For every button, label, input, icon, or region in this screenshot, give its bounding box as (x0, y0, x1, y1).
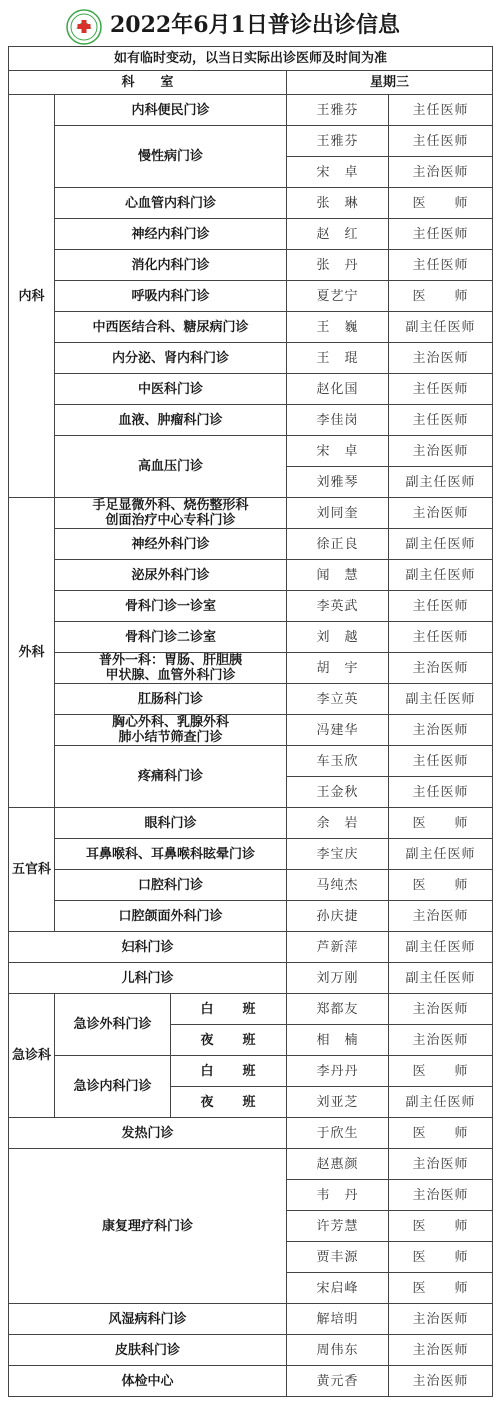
department-cell: 疼痛科门诊 (55, 746, 287, 808)
department-cell: 肛肠科门诊 (55, 684, 287, 715)
doctor-title: 副主任医师 (389, 560, 493, 591)
table-row (9, 312, 493, 343)
header-dept: 科 室 (9, 71, 287, 95)
department-cell: 手足显微外科、烧伤整形科 创面治疗中心专科门诊 (55, 498, 287, 529)
doctor-title: 医 师 (389, 1118, 493, 1149)
department-cell: 骨科门诊二诊室 (55, 622, 287, 653)
doctor-name: 赵惠颜 (287, 1149, 389, 1180)
department-cell: 儿科门诊 (9, 963, 287, 994)
table-row (9, 95, 493, 126)
doctor-title: 主任医师 (389, 95, 493, 126)
department-cell: 风湿病科门诊 (9, 1304, 287, 1335)
doctor-title: 医 师 (389, 1211, 493, 1242)
department-cell: 血液、肿瘤科门诊 (55, 405, 287, 436)
department-cell: 消化内科门诊 (55, 250, 287, 281)
table-row (9, 343, 493, 374)
doctor-name: 王 巍 (287, 312, 389, 343)
doctor-name: 闻 慧 (287, 560, 389, 591)
table-row (9, 591, 493, 622)
table-row (9, 436, 493, 467)
doctor-name: 孙庆捷 (287, 901, 389, 932)
department-cell: 心血管内科门诊 (55, 188, 287, 219)
table-row (9, 250, 493, 281)
doctor-title: 副主任医师 (389, 467, 493, 498)
doctor-name: 王雅芬 (287, 126, 389, 157)
department-cell: 普外一科：胃肠、肝胆胰 甲状腺、血管外科门诊 (55, 653, 287, 684)
department-cell: 体检中心 (9, 1366, 287, 1397)
doctor-name: 宋 卓 (287, 436, 389, 467)
table-row (9, 622, 493, 653)
shift-cell: 白 班 (171, 1056, 287, 1087)
table-row (9, 870, 493, 901)
doctor-title: 主治医师 (389, 1304, 493, 1335)
doctor-name: 芦新萍 (287, 932, 389, 963)
department-cell: 急诊外科门诊 (55, 994, 171, 1056)
table-row (9, 219, 493, 250)
doctor-title: 副主任医师 (389, 529, 493, 560)
doctor-title: 主治医师 (389, 157, 493, 188)
doctor-name: 徐正良 (287, 529, 389, 560)
doctor-title: 医 师 (389, 1242, 493, 1273)
table-row (9, 188, 493, 219)
table-row (9, 994, 493, 1025)
department-cell: 妇科门诊 (9, 932, 287, 963)
table-row (9, 1366, 493, 1397)
doctor-name: 李立英 (287, 684, 389, 715)
department-cell: 康复理疗科门诊 (9, 1149, 287, 1304)
table-row (9, 901, 493, 932)
doctor-title: 主治医师 (389, 901, 493, 932)
doctor-name: 王 琨 (287, 343, 389, 374)
category-cell: 急诊科 (9, 994, 55, 1118)
department-cell: 皮肤科门诊 (9, 1335, 287, 1366)
doctor-title: 主任医师 (389, 250, 493, 281)
doctor-name: 刘 越 (287, 622, 389, 653)
doctor-title: 主治医师 (389, 1180, 493, 1211)
department-cell: 慢性病门诊 (55, 126, 287, 188)
table-row (9, 405, 493, 436)
table-row (9, 1335, 493, 1366)
doctor-title: 主治医师 (389, 343, 493, 374)
doctor-name: 刘亚芝 (287, 1087, 389, 1118)
table-row (9, 560, 493, 591)
doctor-title: 主任医师 (389, 622, 493, 653)
notice-text: 如有临时变动，以当日实际出诊医师及时间为准 (9, 47, 493, 71)
department-cell: 神经内科门诊 (55, 219, 287, 250)
table-row (9, 715, 493, 746)
doctor-title: 副主任医师 (389, 839, 493, 870)
doctor-name: 解培明 (287, 1304, 389, 1335)
doctor-title: 副主任医师 (389, 932, 493, 963)
doctor-title: 医 师 (389, 808, 493, 839)
doctor-title: 医 师 (389, 188, 493, 219)
doctor-name: 刘同奎 (287, 498, 389, 529)
table-row (9, 281, 493, 312)
doctor-name: 李佳岗 (287, 405, 389, 436)
doctor-title: 主治医师 (389, 653, 493, 684)
doctor-title: 医 师 (389, 1056, 493, 1087)
department-cell: 发热门诊 (9, 1118, 287, 1149)
doctor-title: 主任医师 (389, 591, 493, 622)
doctor-title: 副主任医师 (389, 684, 493, 715)
doctor-name: 赵 红 (287, 219, 389, 250)
doctor-title: 主治医师 (389, 1366, 493, 1397)
table-row (9, 839, 493, 870)
doctor-name: 赵化国 (287, 374, 389, 405)
doctor-title: 副主任医师 (389, 312, 493, 343)
doctor-name: 马纯杰 (287, 870, 389, 901)
doctor-name: 胡 宇 (287, 653, 389, 684)
doctor-name: 郑都友 (287, 994, 389, 1025)
shift-cell: 夜 班 (171, 1025, 287, 1056)
department-cell: 泌尿外科门诊 (55, 560, 287, 591)
doctor-name: 相 楠 (287, 1025, 389, 1056)
page-header (0, 0, 500, 46)
doctor-name: 夏艺宁 (287, 281, 389, 312)
doctor-title: 主治医师 (389, 1335, 493, 1366)
doctor-name: 刘雅琴 (287, 467, 389, 498)
department-cell: 口腔颌面外科门诊 (55, 901, 287, 932)
table-row (9, 498, 493, 529)
doctor-title: 主治医师 (389, 715, 493, 746)
doctor-name: 刘万刚 (287, 963, 389, 994)
doctor-title: 主治医师 (389, 1025, 493, 1056)
doctor-title: 主任医师 (389, 126, 493, 157)
doctor-name: 车玉欣 (287, 746, 389, 777)
doctor-title: 主任医师 (389, 746, 493, 777)
doctor-name: 李英武 (287, 591, 389, 622)
table-row (9, 684, 493, 715)
table-row (9, 932, 493, 963)
schedule-table (8, 46, 493, 1397)
doctor-name: 王雅芬 (287, 95, 389, 126)
department-cell: 呼吸内科门诊 (55, 281, 287, 312)
doctor-name: 贾丰源 (287, 1242, 389, 1273)
table-row (9, 126, 493, 157)
doctor-name: 许芳慧 (287, 1211, 389, 1242)
department-cell: 中医科门诊 (55, 374, 287, 405)
doctor-name: 张 丹 (287, 250, 389, 281)
table-row (9, 529, 493, 560)
doctor-title: 主治医师 (389, 1149, 493, 1180)
doctor-title: 医 师 (389, 281, 493, 312)
shift-cell: 白 班 (171, 994, 287, 1025)
table-row (9, 1149, 493, 1180)
table-row (9, 653, 493, 684)
department-cell: 内分泌、肾内科门诊 (55, 343, 287, 374)
doctor-name: 宋 卓 (287, 157, 389, 188)
hospital-logo-icon (66, 9, 102, 45)
doctor-title: 主任医师 (389, 219, 493, 250)
table-row (9, 746, 493, 777)
doctor-title: 主治医师 (389, 436, 493, 467)
department-cell: 眼科门诊 (55, 808, 287, 839)
category-cell: 内科 (9, 95, 55, 498)
doctor-title: 主任医师 (389, 374, 493, 405)
category-cell: 五官科 (9, 808, 55, 932)
department-cell: 内科便民门诊 (55, 95, 287, 126)
department-cell: 口腔科门诊 (55, 870, 287, 901)
shift-cell: 夜 班 (171, 1087, 287, 1118)
doctor-name: 韦 丹 (287, 1180, 389, 1211)
doctor-name: 宋启峰 (287, 1273, 389, 1304)
doctor-title: 主任医师 (389, 405, 493, 436)
doctor-name: 黄元香 (287, 1366, 389, 1397)
department-cell: 中西医结合科、糖尿病门诊 (55, 312, 287, 343)
doctor-title: 主任医师 (389, 777, 493, 808)
category-cell: 外科 (9, 498, 55, 808)
department-cell: 胸心外科、乳腺外科 肺小结节筛查门诊 (55, 715, 287, 746)
table-row (9, 374, 493, 405)
table-row (9, 1056, 493, 1087)
department-cell: 神经外科门诊 (55, 529, 287, 560)
doctor-title: 医 师 (389, 1273, 493, 1304)
doctor-title: 主治医师 (389, 498, 493, 529)
department-cell: 急诊内科门诊 (55, 1056, 171, 1118)
table-row (9, 963, 493, 994)
doctor-title: 副主任医师 (389, 963, 493, 994)
doctor-name: 李宝庆 (287, 839, 389, 870)
header-day: 星期三 (287, 71, 493, 95)
table-row (9, 808, 493, 839)
doctor-name: 周伟东 (287, 1335, 389, 1366)
department-cell: 耳鼻喉科、耳鼻喉科眩晕门诊 (55, 839, 287, 870)
doctor-name: 张 琳 (287, 188, 389, 219)
page-title: 2022年6月1日普诊出诊信息 (110, 12, 400, 38)
doctor-name: 冯建华 (287, 715, 389, 746)
department-cell: 高血压门诊 (55, 436, 287, 498)
table-row (9, 1304, 493, 1335)
doctor-name: 王金秋 (287, 777, 389, 808)
doctor-title: 医 师 (389, 870, 493, 901)
doctor-title: 主治医师 (389, 994, 493, 1025)
table-row (9, 1118, 493, 1149)
doctor-name: 余 岩 (287, 808, 389, 839)
doctor-name: 李丹丹 (287, 1056, 389, 1087)
doctor-name: 于欣生 (287, 1118, 389, 1149)
department-cell: 骨科门诊一诊室 (55, 591, 287, 622)
doctor-title: 副主任医师 (389, 1087, 493, 1118)
